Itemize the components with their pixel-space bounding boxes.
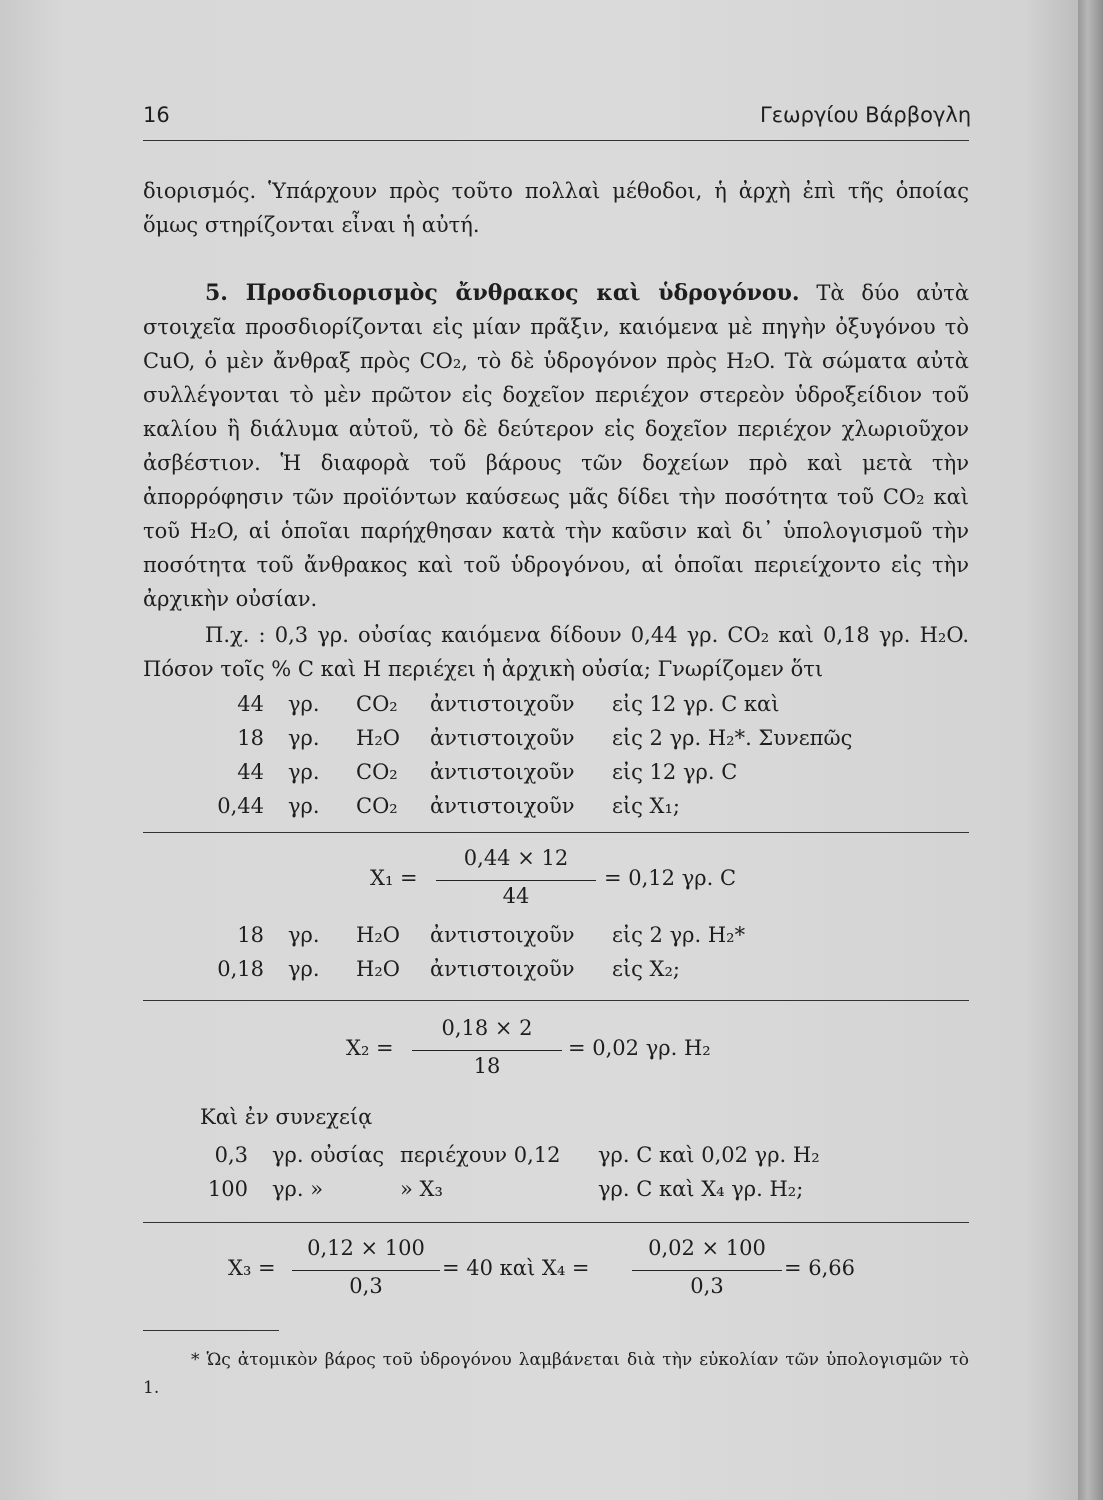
eq2-rhs: = 0,02 γρ. H₂ <box>568 1036 711 1060</box>
cell-unit: γρ. <box>288 957 320 981</box>
table-row <box>0 954 1000 984</box>
eq3-rhs: = 6,66 <box>784 1256 856 1280</box>
cell-c: περιέχουν 0,12 <box>400 1143 561 1167</box>
eq3-numerator-2: 0,02 × 100 <box>648 1236 766 1260</box>
cell-result: εἰς 2 γρ. H₂* <box>612 923 746 947</box>
cell-unit: γρ. <box>288 760 320 784</box>
cell-unit: γρ. <box>288 726 320 750</box>
eq1-lhs: X₁ = <box>370 866 418 890</box>
eq1-numerator: 0,44 × 12 <box>463 846 569 870</box>
page-number: 16 <box>143 103 170 127</box>
cell-compound: CO₂ <box>356 760 398 784</box>
cell-d: γρ. C καὶ X₄ γρ. H₂; <box>598 1177 804 1201</box>
section-paragraph <box>143 276 969 616</box>
eq1-denominator: 44 <box>502 884 530 908</box>
header-rule <box>143 140 969 141</box>
cell-result: εἰς 2 γρ. H₂*. Συνεπῶς <box>612 726 853 750</box>
cell-unit: γρ. <box>288 923 320 947</box>
table-row <box>0 689 1000 719</box>
cell-result: εἰς 12 γρ. C καὶ <box>612 692 780 716</box>
eq2-fraction-bar <box>412 1050 562 1051</box>
eq3-denominator-2: 0,3 <box>690 1274 724 1298</box>
cell-verb: ἀντιστοιχοῦν <box>430 760 575 784</box>
cell-a: 0,3 <box>214 1143 248 1167</box>
cell-c: » X₃ <box>400 1177 443 1201</box>
example-paragraph: Π.χ. : 0,3 γρ. οὐσίας καιόμενα δίδουν 0,44 γρ. CO₂ καὶ 0,18 γρ. H₂O. Πόσον τοῖς % C καὶ H περιέχει ἡ ἀρχικὴ οὐσία; Γνωρίζομεν ὅτι <box>143 623 969 681</box>
divider-2 <box>143 1000 969 1001</box>
cell-unit: γρ. <box>288 794 320 818</box>
cell-verb: ἀντιστοιχοῦν <box>430 923 575 947</box>
cell-amount: 18 <box>237 726 264 750</box>
cell-verb: ἀντιστοιχοῦν <box>430 957 575 981</box>
cell-b: γρ. » <box>272 1177 324 1201</box>
cell-compound: H₂O <box>356 726 400 750</box>
cell-amount: 0,44 <box>217 794 264 818</box>
cell-result: εἰς X₂; <box>612 957 680 981</box>
eq3-middle: = 40 καὶ X₄ = <box>442 1256 590 1280</box>
cell-verb: ἀντιστοιχοῦν <box>430 794 575 818</box>
eq3-fraction-bar <box>292 1270 440 1271</box>
eq1-fraction-bar <box>436 880 596 881</box>
cell-verb: ἀντιστοιχοῦν <box>430 726 575 750</box>
equation-x3-x4 <box>228 1236 908 1300</box>
cell-b: γρ. οὐσίας <box>272 1143 385 1167</box>
divider-3 <box>143 1222 969 1223</box>
eq2-numerator: 0,18 × 2 <box>441 1016 533 1040</box>
running-title: Γεωργίου Βάρβογλη <box>760 103 972 127</box>
equation-x2 <box>346 1016 766 1080</box>
cell-result: εἰς X₁; <box>612 794 680 818</box>
consequently-line: Καὶ ἐν συνεχείᾳ <box>200 1105 373 1129</box>
cell-compound: H₂O <box>356 923 400 947</box>
table-row <box>0 920 1000 950</box>
cell-amount: 18 <box>237 923 264 947</box>
book-edge <box>1078 0 1103 1500</box>
section-heading: 5. Προσδιορισμὸς ἄνθρακος καὶ ὑδρογόνου. <box>205 280 800 306</box>
cell-amount: 0,18 <box>217 957 264 981</box>
eq3-numerator: 0,12 × 100 <box>307 1236 425 1260</box>
cell-amount: 44 <box>237 760 264 784</box>
table-row <box>0 1140 1000 1170</box>
eq2-denominator: 18 <box>473 1054 501 1078</box>
footnote-rule <box>143 1330 279 1331</box>
cell-compound: H₂O <box>356 957 400 981</box>
cell-amount: 44 <box>237 692 264 716</box>
cell-a: 100 <box>207 1177 248 1201</box>
eq2-lhs: X₂ = <box>346 1036 394 1060</box>
cell-compound: CO₂ <box>356 692 398 716</box>
footnote: * Ὡς ἀτομικὸν βάρος τοῦ ὑδρογόνου λαμβάνεται διὰ τὴν εὐκολίαν τῶν ὑπολογισμῶν τὸ 1. <box>143 1350 969 1398</box>
cell-result: εἰς 12 γρ. C <box>612 760 738 784</box>
cell-verb: ἀντιστοιχοῦν <box>430 692 575 716</box>
eq3-denominator: 0,3 <box>349 1274 383 1298</box>
eq1-rhs: = 0,12 γρ. C <box>604 866 737 890</box>
divider-1 <box>143 832 969 833</box>
cell-d: γρ. C καὶ 0,02 γρ. H₂ <box>598 1143 820 1167</box>
intro-paragraph: διορισμός. Ὑπάρχουν πρὸς τοῦτο πολλαὶ μέθοδοι, ἡ ἀρχὴ ἐπὶ τῆς ὁποίας ὅμως στηρίζονται εἶναι ἡ αὐτή. <box>143 179 969 237</box>
equation-x1 <box>370 846 770 910</box>
eq3-fraction-bar-2 <box>632 1270 782 1271</box>
table-row <box>0 1174 1000 1204</box>
cell-compound: CO₂ <box>356 794 398 818</box>
section-text: Τὰ δύο αὐτὰ στοιχεῖα προσδιορίζονται εἰς μίαν πρᾶξιν, καιόμενα μὲ πηγὴν ὀξυγόνου τὸ CuO, ὁ μὲν ἄνθραξ πρὸς CO₂, τὸ δὲ ὑδρογόνον πρὸς H₂O. Τὰ σώματα αὐτὰ συλλέγονται τὸ μὲν πρῶτον εἰς δοχεῖον περιέχον στερεὸν ὑδροξείδιον τοῦ καλίου ἢ διάλυμα αὐτοῦ, τὸ δὲ δεύτερον εἰς δοχεῖον περιέχον χλωριοῦχον ἀσβέστιον. Ἡ διαφορὰ τοῦ βάρους τῶν δοχείων πρὸ καὶ μετὰ τὴν ἀπορρόφησιν τῶν προϊόντων καύσεως μᾶς δίδει τὴν ποσότητα τοῦ CO₂ καὶ τοῦ H₂O, αἱ ὁποῖαι παρήχθησαν κατὰ τὴν καῦσιν καὶ δι᾽ ὑπολογισμοῦ τὴν ποσότητα τοῦ ἄνθρακος καὶ τοῦ ὑδρογόνου, αἱ ὁποῖαι περιείχοντο εἰς τὴν ἀρχικὴν οὐσίαν. <box>143 281 969 611</box>
eq3-lhs: X₃ = <box>228 1256 276 1280</box>
cell-unit: γρ. <box>288 692 320 716</box>
table-row <box>0 791 1000 821</box>
table-row <box>0 757 1000 787</box>
table-row <box>0 723 1000 753</box>
